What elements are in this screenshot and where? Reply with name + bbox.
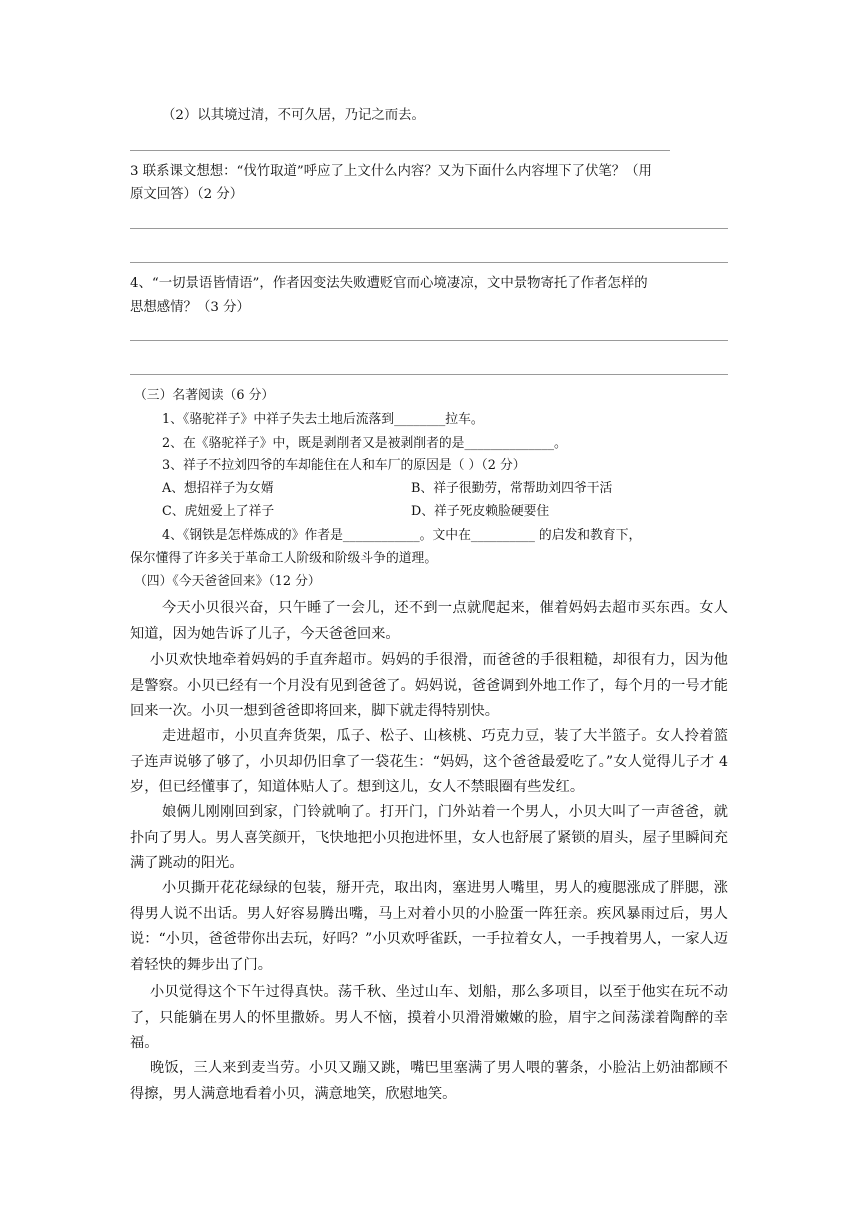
section4-heading: （四）《今天爸爸回来》（12 分） [134,574,321,589]
answer-line [130,228,728,229]
q3-line2: 原文回答）（2 分） [130,187,244,202]
passage-paragraph-3: 走进超市，小贝直奔货架，瓜子、松子、山核桃、巧克力豆，装了大半篮子。女人拎着篮子连声说够了够了，小贝却仍旧拿了一袋花生：“妈妈，这个爸爸最爱吃了。”女人觉得儿子才 4 岁，但已经懂事了，知道体贴人了。想到这儿，女人不禁眼圈有些发红。 [130,728,728,795]
section3-q1: 1、《骆驼祥子》中祥子失去土地后流落到________拉车。 [162,412,484,427]
passage-paragraph-6: 小贝觉得这个下午过得真快。荡千秋、坐过山车、划船，那么多项目，以至于他实在玩不动了，只能躺在男人的怀里撒娇。男人不恼，摸着小贝滑滑嫩嫩的脸，眉宇之间荡漾着陶醉的幸福。 [130,984,728,1051]
answer-line [130,150,670,151]
answer-line [130,374,728,375]
q2-item-text: （2）以其境过清，不可久居，乃记之而去。 [162,108,425,123]
section3-q4-line1: 4、《钢铁是怎样炼成的》作者是____________。文中在__________ 的启发和教育下， [162,528,642,543]
q4-line2: 思想感情？（3 分） [130,300,250,315]
q3-line1: 3 联系课文想想：“伐竹取道”呼应了上文什么内容？又为下面什么内容埋下了伏笔？（用 [130,164,652,179]
option-d: D、祥子死皮赖脸硬要住 [411,504,550,519]
answer-line [130,262,728,263]
passage-paragraph-2: 小贝欢快地牵着妈妈的手直奔超市。妈妈的手很滑，而爸爸的手很粗糙，却很有力，因为他是警察。小贝已经有一个月没有见到爸爸了。妈妈说，爸爸调到外地工作了，每个月的一号才能回来一次。小贝一想到爸爸即将回来，脚下就走得特别快。 [130,652,728,719]
section3-q2: 2、在《骆驼祥子》中，既是剥削者又是被剥削者的是______________。 [162,436,567,451]
option-c: C、虎妞爱上了祥子 [162,504,275,519]
passage-paragraph-5: 小贝撕开花花绿绿的包装，掰开壳，取出肉，塞进男人嘴里，男人的瘦腮涨成了胖腮，涨得男人说不出话。男人好容易腾出嘴，马上对着小贝的小脸蛋一阵狂亲。疾风暴雨过后，男人说：“小贝，爸爸带你出去玩，好吗？”小贝欢呼雀跃，一手拉着女人，一手拽着男人，一家人迈着轻快的舞步出了门。 [130,880,728,973]
section3-heading: （三）名著阅读（6 分） [134,388,275,403]
option-b: B、祥子很勤劳，常帮助刘四爷干活 [411,481,613,496]
section3-q3: 3、祥子不拉刘四爷的车却能住在人和车厂的原因是（ ）（2 分） [162,458,526,473]
passage-paragraph-4: 娘俩儿刚刚回到家，门铃就响了。打开门，门外站着一个男人，小贝大叫了一声爸爸，就扑向了男人。男人喜笑颜开，飞快地把小贝抱进怀里，女人也舒展了紧锁的眉头，屋子里瞬间充满了跳动的阳光。 [130,804,728,871]
passage-paragraph-1: 今天小贝很兴奋，只午睡了一会儿，还不到一点就爬起来，催着妈妈去超市买东西。女人知道，因为她告诉了儿子，今天爸爸回来。 [130,600,728,642]
option-a: A、想招祥子为女婿 [162,481,274,496]
passage-paragraph-7: 晚饭，三人来到麦当劳。小贝又蹦又跳，嘴巴里塞满了男人喂的薯条，小脸沾上奶油都顾不得擦，男人满意地看着小贝，满意地笑，欣慰地笑。 [130,1060,728,1102]
answer-line [130,340,728,341]
q4-line1: 4、“一切景语皆情语”，作者因变法失败遭贬官而心境凄凉，文中景物寄托了作者怎样的 [130,276,648,291]
section3-q4-line2: 保尔懂得了许多关于革命工人阶级和阶级斗争的道理。 [130,551,438,566]
